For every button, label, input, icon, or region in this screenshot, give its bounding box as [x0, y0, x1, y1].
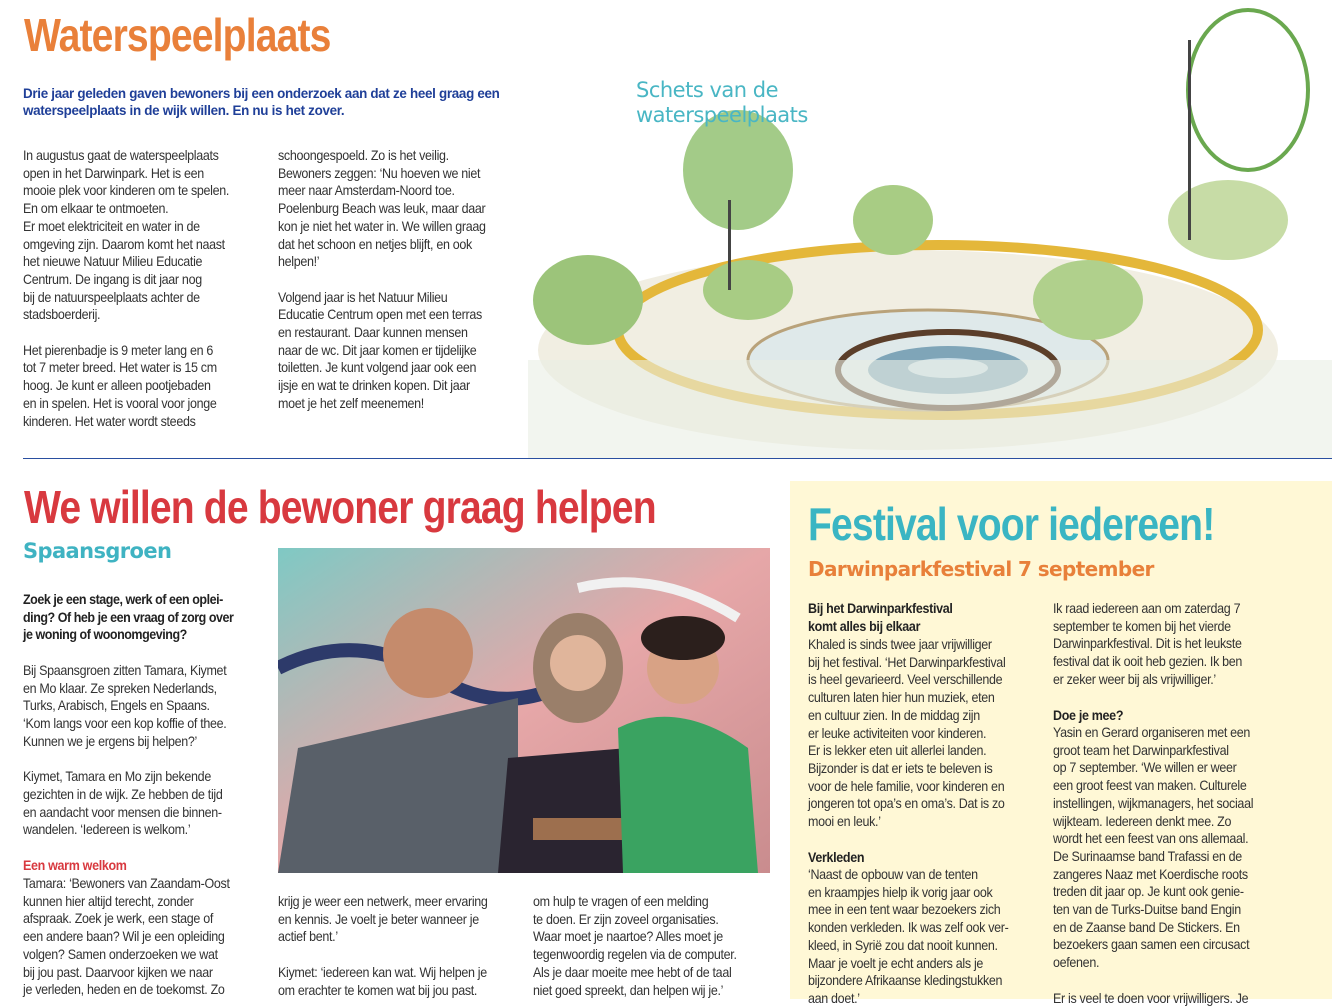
waterspeelplaats-sketch-image: [528, 0, 1332, 458]
article2-column-3: om hulp te vragen of een melding te doen. Er zijn zoveel organisaties. Waar moet je naartoe? Alles moet je tegenwoordig regelen via de computer. Als je daar moeite mee hebt of de taal niet goed spreekt, dan helpen wij je.’: [533, 894, 737, 998]
festival-heading-doe-je-mee: Doe je mee?: [1053, 708, 1124, 723]
festival-column-1a: Khaled is sinds twee jaar vrijwilliger bij het festival. ‘Het Darwinparkfestival is heel gevarieerd. Veel verschillende culturen laten hier hun muziek, eten en cultuur zien. In de middag zijn er leuke activiteiten voor kinderen. Er is lekker eten uit allerlei landen. Bijzonder is dat er iets te beleven is voor de hele familie, voor kinderen en jongeren tot opa’s en oma’s. Dat is zo mooi en leuk.’: [808, 637, 1006, 830]
festival-column-2a: Ik raad iedereen aan om zaterdag 7 september te komen bij het vierde Darwinparkfestival. Dit is het leukste festival dat ik ooit heb gezien. Ik ben er zeker weer bij als vrijwilliger.’: [1053, 601, 1243, 687]
article2-column-1b: Tamara: ‘Bewoners van Zaandam-Oost kunnen hier altijd terecht, zonder afspraak. Zoek je werk, een stage of een andere baan? Wil je een opleiding volgen? Samen onderzoeken we wat bij jou past. Daarvoor kijken we naar je verleden, heden en de toekomst. Zo: [23, 876, 230, 998]
article-title-waterspeelplaats: Waterspeelplaats: [24, 9, 331, 61]
team-photo: [278, 548, 770, 873]
article2-column-1a: Bij Spaansgroen zitten Tamara, Kiymet en Mo klaar. Ze spreken Nederlands, Turks, Arabisch, Engels en Spaans. ‘Kom langs voor een kop koffie of thee. Kunnen we je ergens bij helpen?’ Kiymet, Tamara en Mo zijn bekende gezichten in de wijk. Ze hebben de tijd en aandacht voor mensen die binnen- wandelen. ‘Iedereen is welkom.’: [23, 663, 227, 838]
article1-column-2: schoongespoeld. Zo is het veilig. Bewoners zeggen: ‘Nu hoeven we niet meer naar Amsterdam-Noord toe. Poelenburg Beach was leuk, maar daar kon je niet het water in. We willen graag dat het schoon en netjes blijft, en ook helpen!’ Volgend jaar is het Natuur Milieu Educatie Centrum open met een terras en restaurant. Daar kunnen mensen naar de wc. Dit jaar komen er tijdelijke toiletten. Je kunt volgend jaar ook een ijsje en wat te drinken kopen. Dit jaar moet je het zelf meenemen!: [278, 148, 486, 411]
festival-column-1b: ‘Naast de opbouw van de tenten en kraampjes hielp ik vorig jaar ook mee in een tent waar bezoekers zich konden verkleden. Ik was zelf ook ver- kleed, in Syrië zou dat nooit kunnen. Maar je voelt je echt anders als je bijzondere Afrikaanse kledingstukken aan doet.’: [808, 867, 1009, 1006]
festival-heading-verkleden: Verkleden: [808, 850, 865, 865]
festival-column-2b: Yasin en Gerard organiseren met een groot team het Darwinparkfestival op 7 september. ‘We willen er weer een groot feest van maken. Culturele instellingen, wijkmanagers, het sociaal wijkteam. Iedereen denkt mee. Zo wordt het een feest van ons allemaal. De Surinaamse band Trafassi en de zangeres Naaz met Koerdische roots treden dit jaar op. Je kunt ook genie- ten van de Turks-Duitse band Engin en de Zaanse band De Stickers. En bezoekers gaan samen een circusact oefenen. Er is veel te doen voor vrijwilligers. Je: [1053, 725, 1254, 1006]
festival-heading-1: Bij het Darwinparkfestival komt alles bij elkaar: [808, 601, 953, 634]
festival-subtitle: Darwinparkfestival 7 september: [808, 557, 1154, 581]
article-title-helpen: We willen de bewoner graag helpen: [24, 481, 656, 533]
section-divider: [23, 458, 1332, 459]
article-title-festival: Festival voor iedereen!: [808, 498, 1215, 550]
article1-column-1: In augustus gaat de waterspeelplaats open in het Darwinpark. Het is een mooie plek voor kinderen om te spelen. En om elkaar te ontmoeten. Er moet elektriciteit en water in de omgeving zijn. Daarom komt het naast het nieuwe Natuur Milieu Educatie Centrum. De ingang is dit jaar nog bij de natuurspeelplaats achter de stadsboerderij. Het pierenbadje is 9 meter lang en 6 tot 7 meter breed. Het water is 15 cm hoog. Je kunt er alleen pootjebaden en in spelen. Het is vooral voor jonge kinderen. Het water wordt steeds: [23, 148, 230, 429]
article-intro: Drie jaar geleden gaven bewoners bij een onderzoek aan dat ze heel graag een waterspeelplaats in de wijk willen. En nu is het zover.: [23, 86, 500, 118]
article2-column-2: krijg je weer een netwerk, meer ervaring en kennis. Je voelt je beter wanneer je actief bent.’ Kiymet: ‘iedereen kan wat. Wij helpen je om erachter te komen wat bij jou past.: [278, 894, 488, 998]
article-lead: Zoek je een stage, werk of een oplei- ding? Of heb je een vraag of zorg over je woning of woonomgeving?: [23, 592, 234, 643]
sketch-caption: Schets van de waterspeelplaats: [636, 78, 808, 127]
article-subtitle: Spaansgroen: [23, 539, 172, 563]
section-heading-warm-welkom: Een warm welkom: [23, 858, 127, 873]
